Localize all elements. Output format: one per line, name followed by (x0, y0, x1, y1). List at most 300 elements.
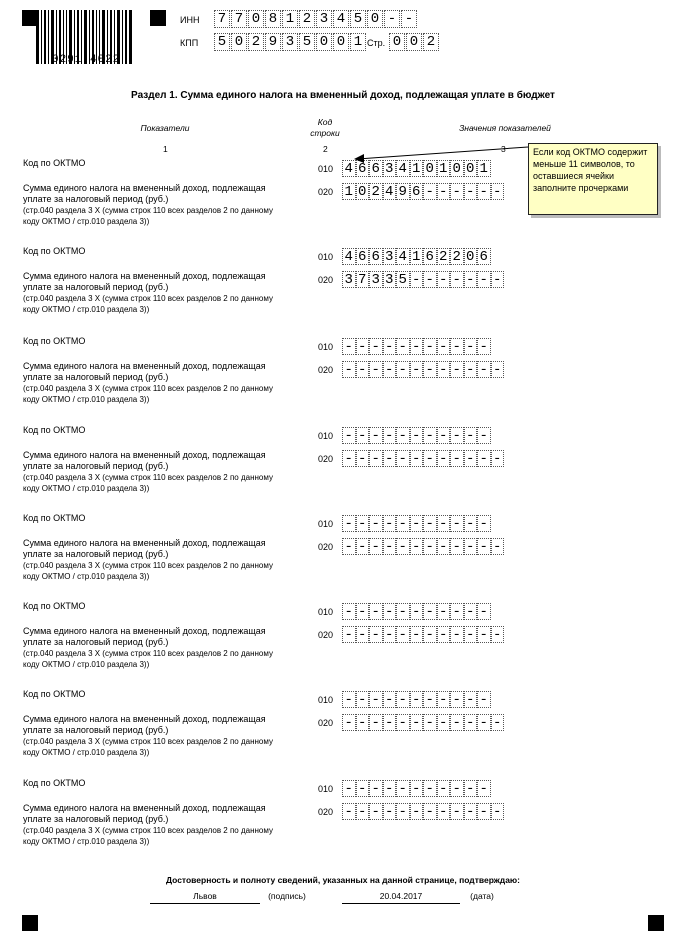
amount-cells (342, 271, 504, 288)
char-cell[interactable]: - (342, 714, 356, 731)
char-cell[interactable]: - (369, 626, 383, 643)
char-cell[interactable]: - (450, 427, 464, 444)
char-cell[interactable]: 3 (383, 271, 397, 288)
char-cell[interactable]: - (423, 515, 437, 532)
char-cell[interactable]: 6 (477, 248, 491, 265)
char-cell[interactable]: - (369, 450, 383, 467)
column-header-indicators: Показатели (140, 123, 190, 133)
tax-note-line1: (стр.040 раздела 3 Х (сумма строк 110 всех разделов 2 по данному (23, 561, 273, 570)
char-cell[interactable]: - (423, 714, 437, 731)
char-cell[interactable]: 1 (410, 160, 424, 177)
line-code-020: 020 (318, 187, 334, 197)
char-cell[interactable]: - (477, 691, 491, 708)
char-cell[interactable]: - (356, 780, 370, 797)
amount-cells (342, 450, 504, 467)
char-cell[interactable]: - (410, 361, 424, 378)
char-cell[interactable]: - (477, 271, 491, 288)
line-code-020: 020 (318, 454, 334, 464)
char-cell[interactable]: 7 (356, 271, 370, 288)
char-cell[interactable]: - (437, 515, 451, 532)
oktmo-cells (342, 603, 491, 620)
char-cell[interactable]: - (383, 714, 397, 731)
char-cell[interactable]: - (356, 361, 370, 378)
char-cell[interactable]: - (410, 691, 424, 708)
tax-label-line2: уплате за налоговый период (руб.) (23, 725, 169, 735)
char-cell[interactable]: - (423, 361, 437, 378)
char-cell[interactable]: 6 (423, 248, 437, 265)
char-cell[interactable]: - (383, 803, 397, 820)
char-cell[interactable]: - (437, 271, 451, 288)
char-cell[interactable]: - (396, 626, 410, 643)
char-cell[interactable]: - (450, 780, 464, 797)
tax-note-line1: (стр.040 раздела 3 Х (сумма строк 110 всех разделов 2 по данному (23, 294, 273, 303)
corner-marker-bottom-left (22, 915, 38, 931)
char-cell[interactable]: 1 (477, 160, 491, 177)
char-cell[interactable]: - (464, 183, 478, 200)
tax-note-line2: коду ОКТМО / стр.010 раздела 3)) (23, 837, 150, 846)
char-cell[interactable]: 0 (450, 160, 464, 177)
char-cell[interactable]: - (464, 538, 478, 555)
char-cell[interactable]: - (477, 626, 491, 643)
char-cell[interactable]: - (342, 538, 356, 555)
char-cell[interactable]: 1 (437, 160, 451, 177)
char-cell[interactable]: - (450, 691, 464, 708)
char-cell[interactable]: - (369, 538, 383, 555)
oktmo-label: Код по ОКТМО (23, 778, 86, 788)
char-cell[interactable]: - (477, 803, 491, 820)
line-code-010: 010 (318, 252, 334, 262)
char-cell[interactable]: - (450, 803, 464, 820)
section-title: Раздел 1. Сумма единого налога на вмененный доход, подлежащая уплате в бюджет (131, 90, 555, 101)
char-cell[interactable]: - (356, 338, 370, 355)
corner-marker-bottom-right (648, 915, 664, 931)
char-cell[interactable]: - (410, 714, 424, 731)
char-cell[interactable]: - (342, 427, 356, 444)
amount-cells (342, 361, 504, 378)
char-cell[interactable]: 3 (383, 160, 397, 177)
oktmo-label: Код по ОКТМО (23, 513, 86, 523)
char-cell[interactable]: - (423, 603, 437, 620)
char-cell[interactable]: 3 (342, 271, 356, 288)
char-cell[interactable]: - (342, 780, 356, 797)
char-cell[interactable]: - (437, 361, 451, 378)
char-cell[interactable]: - (423, 538, 437, 555)
char-cell[interactable]: 7 (214, 10, 230, 28)
signature-date: 20.04.2017 (379, 891, 423, 901)
char-cell[interactable]: 0 (248, 10, 264, 28)
char-cell[interactable]: 2 (423, 33, 439, 51)
char-cell[interactable]: - (450, 338, 464, 355)
char-cell[interactable]: 0 (389, 33, 405, 51)
char-cell[interactable]: - (369, 427, 383, 444)
oktmo-label: Код по ОКТМО (23, 689, 86, 699)
char-cell[interactable]: 1 (350, 33, 366, 51)
char-cell[interactable]: 3 (369, 271, 383, 288)
char-cell[interactable]: 4 (396, 160, 410, 177)
char-cell[interactable]: - (342, 626, 356, 643)
char-cell[interactable]: - (464, 450, 478, 467)
date-label: (дата) (470, 891, 494, 901)
char-cell[interactable]: - (423, 183, 437, 200)
char-cell[interactable]: 9 (396, 183, 410, 200)
line-code-020: 020 (318, 365, 334, 375)
char-cell[interactable]: - (342, 515, 356, 532)
char-cell[interactable]: - (369, 603, 383, 620)
char-cell[interactable]: - (464, 361, 478, 378)
char-cell[interactable]: - (410, 427, 424, 444)
char-cell[interactable]: - (342, 603, 356, 620)
line-code-010: 010 (318, 695, 334, 705)
column-number-2: 2 (323, 144, 328, 154)
char-cell[interactable]: - (491, 803, 505, 820)
char-cell[interactable]: - (464, 691, 478, 708)
column-number-1: 1 (163, 144, 168, 154)
char-cell[interactable]: - (464, 780, 478, 797)
char-cell[interactable]: 4 (342, 160, 356, 177)
char-cell[interactable]: - (450, 361, 464, 378)
char-cell[interactable]: 2 (450, 248, 464, 265)
char-cell[interactable]: - (410, 338, 424, 355)
char-cell[interactable]: 2 (299, 10, 315, 28)
char-cell[interactable]: - (356, 515, 370, 532)
char-cell[interactable]: - (383, 361, 397, 378)
char-cell[interactable]: - (477, 603, 491, 620)
char-cell[interactable]: - (450, 714, 464, 731)
tax-note-line2: коду ОКТМО / стр.010 раздела 3)) (23, 660, 150, 669)
footer-confirmation: Достоверность и полноту сведений, указанных на данной странице, подтверждаю: (165, 875, 521, 885)
tax-label-line1: Сумма единого налога на вмененный доход, подлежащая (23, 271, 266, 281)
char-cell[interactable]: - (464, 271, 478, 288)
amount-cells (342, 538, 504, 555)
char-cell[interactable]: - (491, 714, 505, 731)
tax-note-line1: (стр.040 раздела 3 Х (сумма строк 110 всех разделов 2 по данному (23, 473, 273, 482)
char-cell[interactable]: - (396, 427, 410, 444)
tax-note-line2: коду ОКТМО / стр.010 раздела 3)) (23, 484, 150, 493)
tax-label-line2: уплате за налоговый период (руб.) (23, 194, 169, 204)
column-header-values: Значения показателей (459, 123, 551, 133)
tax-note-line1: (стр.040 раздела 3 Х (сумма строк 110 всех разделов 2 по данному (23, 737, 273, 746)
char-cell[interactable]: - (491, 538, 505, 555)
char-cell[interactable]: - (464, 626, 478, 643)
char-cell[interactable]: - (437, 803, 451, 820)
char-cell[interactable]: - (342, 450, 356, 467)
char-cell[interactable]: - (423, 626, 437, 643)
char-cell[interactable]: - (342, 691, 356, 708)
char-cell[interactable]: 6 (356, 248, 370, 265)
char-cell[interactable]: - (437, 780, 451, 797)
char-cell[interactable]: - (410, 780, 424, 797)
char-cell[interactable]: - (383, 626, 397, 643)
char-cell[interactable]: 6 (410, 183, 424, 200)
tax-label-line2: уплате за налоговый период (руб.) (23, 372, 169, 382)
column-header-code-line1: Код (317, 117, 333, 127)
char-cell[interactable]: - (464, 427, 478, 444)
line-code-010: 010 (318, 342, 334, 352)
oktmo-cells (342, 248, 491, 265)
char-cell[interactable]: 3 (383, 248, 397, 265)
char-cell[interactable]: - (356, 450, 370, 467)
char-cell[interactable]: - (356, 626, 370, 643)
char-cell[interactable]: 0 (464, 160, 478, 177)
char-cell[interactable]: - (369, 803, 383, 820)
char-cell[interactable]: 5 (396, 271, 410, 288)
char-cell[interactable]: - (356, 427, 370, 444)
signer-name-line (150, 903, 260, 904)
char-cell[interactable]: - (410, 538, 424, 555)
char-cell[interactable]: - (369, 361, 383, 378)
char-cell[interactable]: 4 (383, 183, 397, 200)
char-cell[interactable]: - (491, 626, 505, 643)
kpp-cells (214, 33, 367, 51)
char-cell[interactable]: 3 (316, 10, 332, 28)
char-cell[interactable]: - (356, 691, 370, 708)
char-cell[interactable]: 4 (396, 248, 410, 265)
char-cell[interactable]: - (396, 450, 410, 467)
char-cell[interactable]: 0 (231, 33, 247, 51)
char-cell[interactable]: 1 (410, 248, 424, 265)
char-cell[interactable]: - (491, 271, 505, 288)
oktmo-label: Код по ОКТМО (23, 425, 86, 435)
tax-label-line1: Сумма единого налога на вмененный доход, подлежащая (23, 450, 266, 460)
char-cell[interactable]: 0 (333, 33, 349, 51)
char-cell[interactable]: - (437, 603, 451, 620)
char-cell[interactable]: - (383, 780, 397, 797)
callout-note: Если код ОКТМО содержит меньше 11 символов, то оставшиеся ячейки заполните прочерками (528, 143, 658, 215)
tax-note-line1: (стр.040 раздела 3 Х (сумма строк 110 всех разделов 2 по данному (23, 384, 273, 393)
char-cell[interactable]: 2 (369, 183, 383, 200)
char-cell[interactable]: 0 (406, 33, 422, 51)
line-code-010: 010 (318, 519, 334, 529)
line-code-020: 020 (318, 542, 334, 552)
tax-note-line2: коду ОКТМО / стр.010 раздела 3)) (23, 395, 150, 404)
tax-label-line1: Сумма единого налога на вмененный доход, подлежащая (23, 183, 266, 193)
char-cell[interactable]: - (396, 691, 410, 708)
char-cell[interactable]: - (383, 691, 397, 708)
line-code-020: 020 (318, 275, 334, 285)
tax-label-line1: Сумма единого налога на вмененный доход, подлежащая (23, 361, 266, 371)
char-cell[interactable]: - (450, 626, 464, 643)
char-cell[interactable]: 8 (265, 10, 281, 28)
tax-note-line1: (стр.040 раздела 3 Х (сумма строк 110 всех разделов 2 по данному (23, 826, 273, 835)
char-cell[interactable]: - (356, 714, 370, 731)
char-cell[interactable]: - (437, 338, 451, 355)
tax-label-line2: уплате за налоговый период (руб.) (23, 637, 169, 647)
tax-note-line1: (стр.040 раздела 3 Х (сумма строк 110 всех разделов 2 по данному (23, 206, 273, 215)
char-cell[interactable]: - (423, 338, 437, 355)
char-cell[interactable]: - (450, 450, 464, 467)
signature-date-line (342, 903, 460, 904)
char-cell[interactable]: - (356, 603, 370, 620)
char-cell[interactable]: - (477, 450, 491, 467)
char-cell[interactable]: - (437, 183, 451, 200)
char-cell[interactable]: - (464, 803, 478, 820)
line-code-020: 020 (318, 718, 334, 728)
char-cell[interactable]: - (369, 691, 383, 708)
char-cell[interactable]: - (369, 338, 383, 355)
tax-note-line2: коду ОКТМО / стр.010 раздела 3)) (23, 305, 150, 314)
char-cell[interactable]: - (450, 538, 464, 555)
tax-note-line2: коду ОКТМО / стр.010 раздела 3)) (23, 572, 150, 581)
char-cell[interactable]: 0 (356, 183, 370, 200)
tax-label-line2: уплате за налоговый период (руб.) (23, 814, 169, 824)
char-cell[interactable]: - (464, 714, 478, 731)
tax-note-line1: (стр.040 раздела 3 Х (сумма строк 110 всех разделов 2 по данному (23, 649, 273, 658)
kpp-label: КПП (180, 38, 199, 48)
char-cell[interactable]: - (369, 515, 383, 532)
tax-note-line2: коду ОКТМО / стр.010 раздела 3)) (23, 748, 150, 757)
char-cell[interactable]: - (396, 803, 410, 820)
char-cell[interactable]: - (410, 626, 424, 643)
char-cell[interactable]: - (491, 361, 505, 378)
char-cell[interactable]: - (437, 538, 451, 555)
char-cell[interactable]: - (401, 10, 417, 28)
char-cell[interactable]: 1 (342, 183, 356, 200)
char-cell[interactable]: 6 (369, 248, 383, 265)
char-cell[interactable]: - (383, 538, 397, 555)
char-cell[interactable]: - (450, 183, 464, 200)
char-cell[interactable]: - (423, 691, 437, 708)
char-cell[interactable]: - (437, 427, 451, 444)
oktmo-cells (342, 338, 491, 355)
char-cell[interactable]: 0 (367, 10, 383, 28)
tax-label-line2: уплате за налоговый период (руб.) (23, 282, 169, 292)
char-cell[interactable]: - (410, 515, 424, 532)
char-cell[interactable]: 5 (214, 33, 230, 51)
inn-label: ИНН (180, 15, 200, 25)
column-header-code-line2: строки (310, 128, 340, 138)
char-cell[interactable]: - (477, 714, 491, 731)
amount-cells (342, 803, 504, 820)
char-cell[interactable]: - (464, 338, 478, 355)
char-cell[interactable]: - (450, 515, 464, 532)
callout-arrow (340, 146, 540, 166)
char-cell[interactable]: - (477, 338, 491, 355)
char-cell[interactable]: - (437, 691, 451, 708)
char-cell[interactable]: 0 (316, 33, 332, 51)
char-cell[interactable]: 2 (248, 33, 264, 51)
line-code-010: 010 (318, 607, 334, 617)
char-cell[interactable]: - (396, 714, 410, 731)
char-cell[interactable]: - (383, 515, 397, 532)
tax-label-line2: уплате за налоговый период (руб.) (23, 549, 169, 559)
char-cell[interactable]: 5 (299, 33, 315, 51)
line-code-010: 010 (318, 431, 334, 441)
char-cell[interactable]: - (410, 450, 424, 467)
char-cell[interactable]: - (477, 538, 491, 555)
char-cell[interactable]: - (383, 603, 397, 620)
char-cell[interactable]: - (410, 603, 424, 620)
tax-label-line1: Сумма единого налога на вмененный доход, подлежащая (23, 626, 266, 636)
char-cell[interactable]: - (369, 714, 383, 731)
char-cell[interactable]: - (342, 361, 356, 378)
char-cell[interactable]: 0 (464, 248, 478, 265)
char-cell[interactable]: - (477, 183, 491, 200)
tax-label-line1: Сумма единого налога на вмененный доход, подлежащая (23, 538, 266, 548)
signature-label: (подпись) (268, 891, 306, 901)
char-cell[interactable]: - (396, 338, 410, 355)
char-cell[interactable]: 4 (333, 10, 349, 28)
signer-name: Львов (193, 891, 217, 901)
oktmo-label: Код по ОКТМО (23, 601, 86, 611)
char-cell[interactable]: - (410, 271, 424, 288)
char-cell[interactable]: 5 (350, 10, 366, 28)
char-cell[interactable]: - (437, 626, 451, 643)
char-cell[interactable]: - (396, 515, 410, 532)
amount-cells (342, 626, 504, 643)
char-cell[interactable]: 1 (282, 10, 298, 28)
char-cell[interactable]: - (437, 450, 451, 467)
oktmo-cells (342, 780, 491, 797)
corner-marker-top-mid (150, 10, 166, 26)
char-cell[interactable]: 2 (437, 248, 451, 265)
char-cell[interactable]: - (396, 538, 410, 555)
char-cell[interactable]: - (437, 714, 451, 731)
char-cell[interactable]: - (423, 450, 437, 467)
char-cell[interactable]: 3 (282, 33, 298, 51)
oktmo-cells (342, 515, 491, 532)
oktmo-cells (342, 691, 491, 708)
char-cell[interactable]: 0 (423, 160, 437, 177)
char-cell[interactable]: - (477, 361, 491, 378)
line-code-020: 020 (318, 630, 334, 640)
char-cell[interactable]: - (450, 603, 464, 620)
char-cell[interactable]: - (396, 603, 410, 620)
line-code-020: 020 (318, 807, 334, 817)
char-cell[interactable]: 6 (369, 160, 383, 177)
char-cell[interactable]: - (384, 10, 400, 28)
char-cell[interactable]: - (423, 427, 437, 444)
char-cell[interactable]: - (356, 803, 370, 820)
char-cell[interactable]: - (423, 271, 437, 288)
char-cell[interactable]: - (396, 361, 410, 378)
oktmo-label: Код по ОКТМО (23, 246, 86, 256)
char-cell[interactable]: - (369, 780, 383, 797)
char-cell[interactable]: 9 (265, 33, 281, 51)
barcode-number: 0291 4022 (52, 54, 121, 66)
char-cell[interactable]: - (383, 427, 397, 444)
char-cell[interactable]: - (450, 271, 464, 288)
char-cell[interactable]: - (342, 338, 356, 355)
oktmo-label: Код по ОКТМО (23, 158, 86, 168)
char-cell[interactable]: - (383, 450, 397, 467)
inn-cells (214, 10, 418, 28)
char-cell[interactable]: - (477, 427, 491, 444)
char-cell[interactable]: 6 (356, 160, 370, 177)
page-label: Стр. (367, 38, 386, 48)
char-cell[interactable]: - (491, 450, 505, 467)
char-cell[interactable]: - (396, 780, 410, 797)
char-cell[interactable]: 7 (231, 10, 247, 28)
char-cell[interactable]: - (356, 538, 370, 555)
char-cell[interactable]: - (383, 338, 397, 355)
tax-label-line1: Сумма единого налога на вмененный доход, подлежащая (23, 714, 266, 724)
char-cell[interactable]: - (477, 515, 491, 532)
char-cell[interactable]: - (491, 183, 505, 200)
char-cell[interactable]: - (477, 780, 491, 797)
line-code-010: 010 (318, 164, 334, 174)
line-code-010: 010 (318, 784, 334, 794)
char-cell[interactable]: - (464, 515, 478, 532)
oktmo-cells (342, 427, 491, 444)
tax-label-line2: уплате за налоговый период (руб.) (23, 461, 169, 471)
char-cell[interactable]: - (410, 803, 424, 820)
char-cell[interactable]: - (342, 803, 356, 820)
char-cell[interactable]: 4 (342, 248, 356, 265)
char-cell[interactable]: - (464, 603, 478, 620)
tax-label-line1: Сумма единого налога на вмененный доход, подлежащая (23, 803, 266, 813)
char-cell[interactable]: - (423, 780, 437, 797)
char-cell[interactable]: - (423, 803, 437, 820)
